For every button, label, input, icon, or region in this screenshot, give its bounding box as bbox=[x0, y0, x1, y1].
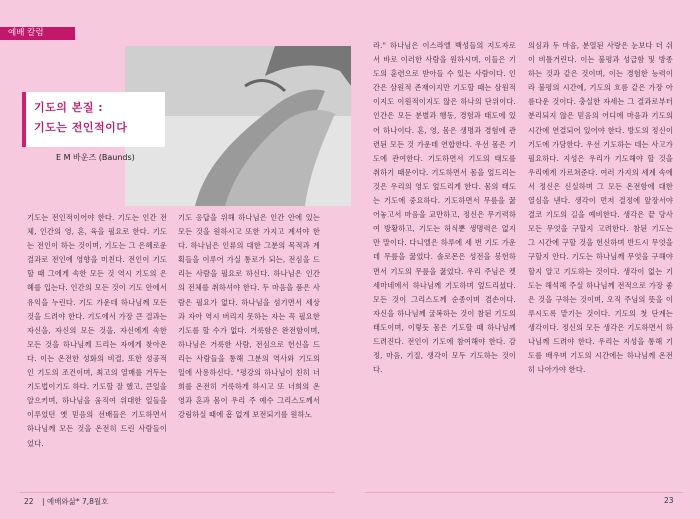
footer-left bbox=[24, 496, 108, 507]
article-title-box bbox=[22, 92, 165, 147]
column-2-text: 기도 응답을 위해 하나님은 인간 안에 있는 모든 것을 원하시고 또한 가지고 계셔야 한다. 하나님은 인류의 대한 그분의 목적과 계획들을 이루어 가실 통로가 되는, 전심을 드리는 사람을 필요로 하신다. 하나님은 인간의 전체를 취하셔야 한다. 두 마음을 품은 사람은 필요가 없다. 하나님을 섬기면서 세상과 자아 역시 버리지 못하는 자는 꼭 필요한 기도를 할 수가 없다. 거룩함은 완전함이며, 하나님은 거룩한 사람, 전심으로 헌신을 드리는 사람들을 통해 그분의 역사와 기도의 일에 사용하신다. "평강의 하나님이 친히 너희를 온전히 거룩하게 하시고 또 너희의 온 영과 혼과 몸이 우리 주 예수 그리스도께서 강림하실 때에 흠 없게 보전되기를 원하노 bbox=[178, 213, 320, 420]
column-4-text: 의심과 두 마음, 분열된 사랑은 눈보다 더 쉬이 비틀거린다. 이는 불평과 성급함 및 방종하는 것과 같은 것이며, 이는 경험한 능력이라 불평의 시간에, 기도의 흐름 같은 가장 아름다운 것이다. 충실한 자세는 그 결과로부터 분리되지 않은 믿음의 어디에 마음과 기도의 시간에 연결되어 있어야 한다. 방도의 정신이 기도에 가담한다. 우선 기도하는 데는 사고가 필요하다. 지성은 우리가 기도해야 할 것을 우리에게 가르쳐준다. 여러 가지의 세계 속에서 정신은 신실하며 그 모든 온전함에 대한 열심을 낸다. 생각이 먼저 결정에 앞장서야 결코 기도의 길을 예비한다. 생각은 끝 당사 모든 무엇을 구할지 고려한다. 참된 기도는 그 시간에 구할 것을 헌신하며 반드시 무엇을 구할지 안다. 기도는 하나님께 무엇을 구해야 할지 알고 기도하는 것이다. 생각이 없는 기도는 해석해 주실 하나님께 전적으로 가장 좋은 것을 구하는 것이며, 오직 주님의 뜻을 이루시도록 맡기는 것이다. 기도의 첫 단계는 생각이다. 정신의 모든 생각은 기도하면서 하나님께 드려야 한다. 우리는 지성을 통해 기도를 배우며 기도의 시간에는 하나님께 온전히 나아가야 한다. bbox=[528, 41, 673, 375]
section-tag: 예배 칼럼 bbox=[0, 27, 75, 40]
page-number-right: 23 bbox=[664, 496, 674, 505]
article-author: E M 바운즈 (Baunds) bbox=[56, 153, 135, 162]
column-4 bbox=[528, 39, 673, 377]
footer-rule-right bbox=[365, 492, 683, 493]
column-1 bbox=[27, 211, 167, 451]
article-subtitle: 기도는 전인적이다 bbox=[34, 121, 128, 134]
issue-label: | 예배와삶* 7,8월호 bbox=[41, 497, 109, 506]
column-3-text: 라." 하나님은 이스라엘 백성들의 지도자로서 바로 이러한 사람을 원하시며, 이들은 기도의 훈련으로 받아들 수 있는 사람이다. 인간은 삼원적 존재이지만 기도할 때는 삼원적이지도 이원적이지도 않은 하나의 단위이다. 인간은 모든 분별과 행동, 경험과 태도에 있어 하나이다. 혼, 영, 몸은 생명과 경험에 관련된 모든 것 가운데 연합한다. 우선 몸은 기도에 관여한다. 기도하면서 기도의 태도를 취하기 때문이다. 기도하면서 몸을 엎드리는 것은 우리의 영도 엎드리게 한다. 몸의 태도는 기도에 중요하다. 기도하면서 무릎을 꿇어놓고서 마음을 교만하고, 정신은 무기력하여 방황하고, 기도는 허식뿐 생명력은 없지만 말이다. 다니엘은 하루에 세 번 기도 가운데 무릎을 꿇었다. 솔로몬은 성전을 봉헌하면서 기도의 무릎을 꿇었다. 우리 주님은 켓세마네에서 하나님께 기도하며 엎드리셨다. 모든 것이 그리스도께 순종이며 겸손이다. 자신을 하나님께 굴복하는 것이 참된 기도의 태도이며, 이렇듯 몸은 기도할 때 하나님께 드려진다. 전인이 기도에 참여해야 한다. 감정, 마음, 기질, 생각이 모두 기도하는 것이다. bbox=[373, 41, 516, 375]
footer-rule-left bbox=[20, 492, 335, 493]
column-2 bbox=[178, 211, 320, 422]
article-title: 기도의 본질 : bbox=[34, 101, 104, 114]
column-1-text: 기도는 전인적이어야 한다. 기도는 인간 전체, 인간의 영, 혼, 육을 필요로 한다. 기도는 전인이 하는 것이며, 기도는 그 은혜로운 결과로 전인에 영향을 미친다. 전인이 기도할 때 그에게 속한 모든 것 역시 기도의 은혜를 입는다. 인간의 모든 것이 기도 안에서 유익을 누린다. 기도 가운데 하나님께 모든 것을 드려야 한다. 기도에서 가장 큰 결과는 자신을, 자신의 모든 것을, 자신에게 속한 모든 것을 하나님께 드리는 자에게 찾아온다. 이는 온전한 성화의 비결, 또한 성공적인 기도의 조건이며, 최고의 열매를 거두는 기도법이기도 하다. 기도할 잘 했고, 큰일을 알으키며, 하나님을 움직여 위대한 일들을 이루었던 옛 믿음의 선배들은 기도하면서 하나님께 모든 것을 온전히 드린 사람들이었다. bbox=[27, 213, 167, 448]
page-number-left: 22 bbox=[24, 497, 34, 506]
column-3 bbox=[373, 39, 516, 377]
